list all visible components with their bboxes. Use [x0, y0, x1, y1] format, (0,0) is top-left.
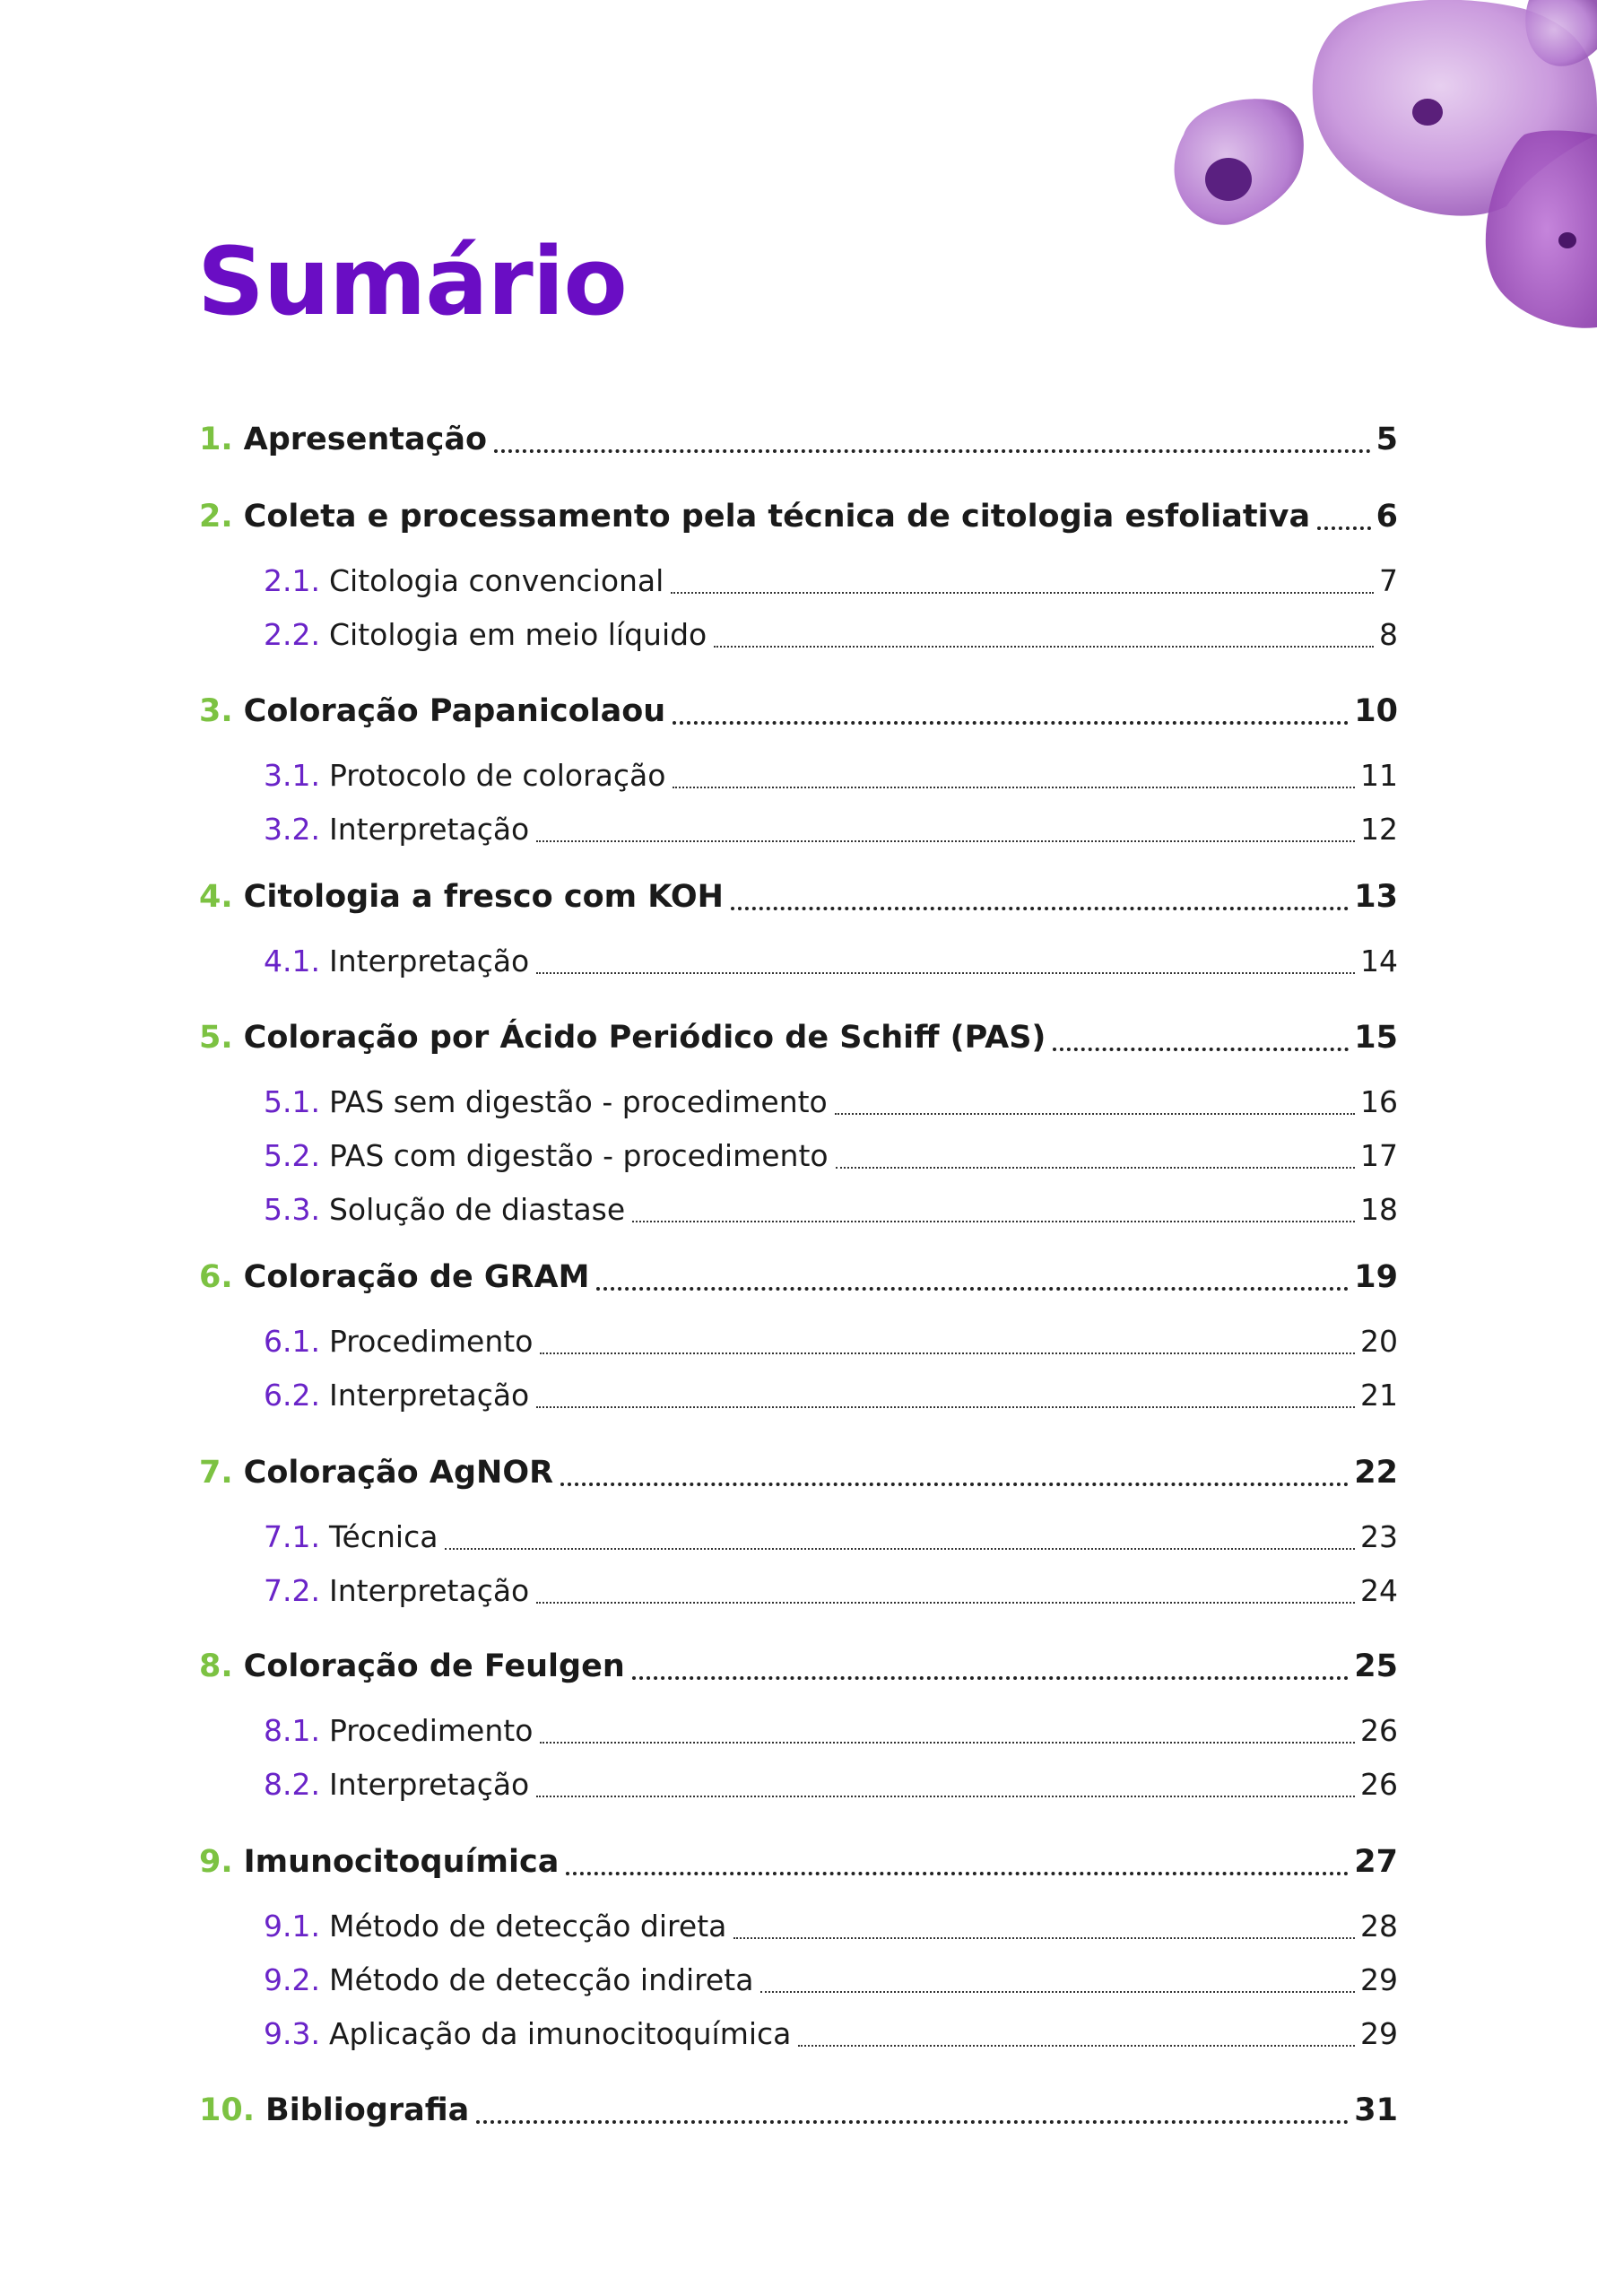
toc-entry-label: Apresentação	[243, 422, 488, 457]
toc-entry-label: Interpretação	[328, 944, 530, 978]
toc-section-entry[interactable]	[264, 563, 1398, 604]
toc-entry-page-number: 26	[1360, 1767, 1398, 1802]
toc-entry-number: 2.1.	[264, 563, 320, 598]
toc-entry-number: 6.1.	[264, 1324, 320, 1359]
toc-entry-label: Coloração de Feulgen	[243, 1648, 625, 1684]
toc-entry-page-number: 29	[1360, 2016, 1398, 2051]
toc-section-entry[interactable]	[264, 1909, 1398, 1950]
toc-chapter-entry[interactable]	[199, 1648, 1398, 1690]
toc-entry-page-number: 20	[1360, 1324, 1398, 1359]
toc-section-entry[interactable]	[264, 617, 1398, 658]
toc-entry-number: 7.2.	[264, 1573, 320, 1608]
toc-section-entry[interactable]	[264, 1084, 1398, 1126]
toc-section-entry[interactable]	[264, 1767, 1398, 1808]
toc-entry-number: 9.	[199, 1844, 233, 1880]
dot-leader	[445, 1548, 1355, 1550]
toc-entry-page-number: 5	[1376, 422, 1398, 457]
toc-entry-label: Aplicação da imunocitoquímica	[328, 2016, 792, 2051]
dot-leader	[760, 1991, 1355, 1993]
toc-entry-page-number: 29	[1360, 1962, 1398, 1997]
toc-section-entry[interactable]	[264, 1519, 1398, 1561]
toc-section-entry[interactable]	[264, 1713, 1398, 1754]
toc-entry-page-number: 8	[1379, 617, 1398, 652]
toc-entry-page-number: 12	[1360, 812, 1398, 847]
toc-entry-page-number: 10	[1354, 693, 1398, 729]
toc-entry-number: 3.1.	[264, 758, 320, 793]
toc-entry-number: 5.	[199, 1020, 233, 1056]
toc-entry-label: PAS sem digestão - procedimento	[328, 1084, 828, 1119]
toc-chapter-entry[interactable]	[199, 1020, 1398, 1061]
dot-leader	[536, 1602, 1355, 1604]
toc-section-entry[interactable]	[264, 1378, 1398, 1419]
toc-entry-label: Imunocitoquímica	[243, 1844, 560, 1880]
dot-leader	[673, 787, 1355, 788]
toc-entry-number: 9.1.	[264, 1909, 320, 1944]
toc-section-entry[interactable]	[264, 1573, 1398, 1614]
toc-entry-page-number: 24	[1360, 1573, 1398, 1608]
toc-section-entry[interactable]	[264, 944, 1398, 985]
toc-entry-number: 5.1.	[264, 1084, 320, 1119]
toc-entry-number: 4.	[199, 879, 233, 915]
toc-section-entry[interactable]	[264, 812, 1398, 853]
toc-entry-number: 5.3.	[264, 1192, 320, 1227]
toc-section-entry[interactable]	[264, 2016, 1398, 2057]
toc-entry-label: Solução de diastase	[328, 1192, 626, 1227]
toc-entry-label: Técnica	[328, 1519, 438, 1554]
toc-entry-page-number: 19	[1354, 1259, 1398, 1295]
toc-section-entry[interactable]	[264, 1138, 1398, 1179]
dot-leader	[836, 1167, 1355, 1169]
dot-leader	[560, 1483, 1349, 1486]
toc-entry-page-number: 7	[1379, 563, 1398, 598]
toc-entry-number: 8.1.	[264, 1713, 320, 1748]
dot-leader	[540, 1742, 1355, 1744]
toc-entry-page-number: 14	[1360, 944, 1398, 978]
toc-entry-page-number: 18	[1360, 1192, 1398, 1227]
toc-section-entry[interactable]	[264, 1192, 1398, 1233]
toc-entry-page-number: 15	[1354, 1020, 1398, 1056]
toc-entry-label: PAS com digestão - procedimento	[328, 1138, 829, 1173]
dot-leader	[476, 2120, 1349, 2124]
dot-leader	[536, 840, 1355, 842]
toc-entry-number: 3.	[199, 693, 233, 729]
toc-entry-page-number: 26	[1360, 1713, 1398, 1748]
toc-entry-label: Citologia a fresco com KOH	[243, 879, 724, 915]
dot-leader	[632, 1676, 1350, 1680]
toc-entry-page-number: 21	[1360, 1378, 1398, 1413]
toc-entry-number: 9.2.	[264, 1962, 320, 1997]
toc-entry-page-number: 31	[1354, 2092, 1398, 2128]
toc-entry-page-number: 11	[1360, 758, 1398, 793]
toc-section-entry[interactable]	[264, 1324, 1398, 1365]
toc-chapter-entry[interactable]	[199, 499, 1398, 540]
toc-entry-number: 7.	[199, 1455, 233, 1491]
toc-entry-page-number: 13	[1354, 879, 1398, 915]
dot-leader	[536, 1796, 1355, 1797]
dot-leader	[632, 1221, 1355, 1222]
toc-entry-number: 4.1.	[264, 944, 320, 978]
toc-entry-page-number: 25	[1354, 1648, 1398, 1684]
toc-entry-page-number: 27	[1354, 1844, 1398, 1880]
dot-leader	[714, 646, 1374, 648]
toc-entry-number: 6.	[199, 1259, 233, 1295]
toc-entry-number: 5.2.	[264, 1138, 320, 1173]
toc-entry-label: Interpretação	[328, 812, 530, 847]
toc-entry-label: Coloração AgNOR	[243, 1455, 554, 1491]
toc-entry-label: Citologia convencional	[328, 563, 664, 598]
toc-entry-number: 2.	[199, 499, 233, 535]
toc-entry-number: 7.1.	[264, 1519, 320, 1554]
toc-entry-number: 8.2.	[264, 1767, 320, 1802]
dot-leader	[798, 2045, 1355, 2047]
toc-entry-page-number: 23	[1360, 1519, 1398, 1554]
toc-entry-page-number: 28	[1360, 1909, 1398, 1944]
toc-chapter-entry[interactable]	[199, 1455, 1398, 1496]
dot-leader	[566, 1872, 1349, 1875]
dot-leader	[1317, 526, 1371, 530]
toc-entry-number: 9.3.	[264, 2016, 320, 2051]
dot-leader	[536, 1406, 1355, 1408]
toc-entry-label: Interpretação	[328, 1767, 530, 1802]
toc-entry-label: Citologia em meio líquido	[328, 617, 707, 652]
dot-leader	[1053, 1048, 1349, 1051]
toc-entry-number: 8.	[199, 1648, 233, 1684]
toc-chapter-entry[interactable]	[199, 1844, 1398, 1885]
toc-entry-number: 1.	[199, 422, 233, 457]
toc-entry-label: Bibliografia	[265, 2092, 470, 2128]
toc-chapter-entry[interactable]	[199, 2092, 1398, 2134]
toc-entry-page-number: 16	[1360, 1084, 1398, 1119]
toc-entry-label: Coloração Papanicolaou	[243, 693, 666, 729]
dot-leader	[835, 1113, 1355, 1115]
toc-entry-label: Interpretação	[328, 1378, 530, 1413]
dot-leader	[494, 449, 1371, 453]
toc-entry-label: Coloração de GRAM	[243, 1259, 590, 1295]
toc-entry-label: Interpretação	[328, 1573, 530, 1608]
toc-entry-number: 3.2.	[264, 812, 320, 847]
dot-leader	[671, 592, 1374, 594]
dot-leader	[596, 1287, 1349, 1291]
toc-section-entry[interactable]	[264, 1962, 1398, 2004]
dot-leader	[733, 1937, 1355, 1939]
toc-entry-page-number: 22	[1354, 1455, 1398, 1491]
dot-leader	[673, 721, 1349, 725]
toc-entry-page-number: 6	[1376, 499, 1398, 535]
toc-entry-label: Procedimento	[328, 1713, 534, 1748]
toc-chapter-entry[interactable]	[199, 1259, 1398, 1300]
toc-entry-label: Procedimento	[328, 1324, 534, 1359]
page-title: Sumário	[197, 227, 627, 336]
toc-entry-label: Protocolo de coloração	[328, 758, 666, 793]
toc-entry-label: Método de detecção direta	[328, 1909, 727, 1944]
toc-chapter-entry[interactable]	[199, 879, 1398, 920]
toc-entry-label: Método de detecção indireta	[328, 1962, 754, 1997]
toc-entry-number: 2.2.	[264, 617, 320, 652]
toc-section-entry[interactable]	[264, 758, 1398, 799]
toc-entry-number: 6.2.	[264, 1378, 320, 1413]
toc-entry-page-number: 17	[1360, 1138, 1398, 1173]
toc-entry-number: 10.	[199, 2092, 256, 2128]
dot-leader	[536, 972, 1355, 974]
toc-entry-label: Coloração por Ácido Periódico de Schiff (PAS)	[243, 1020, 1046, 1056]
dot-leader	[731, 907, 1349, 910]
toc-chapter-entry[interactable]	[199, 693, 1398, 735]
dot-leader	[540, 1352, 1355, 1354]
toc-chapter-entry[interactable]	[199, 422, 1398, 463]
toc-entry-label: Coleta e processamento pela técnica de citologia esfoliativa	[243, 499, 1311, 535]
